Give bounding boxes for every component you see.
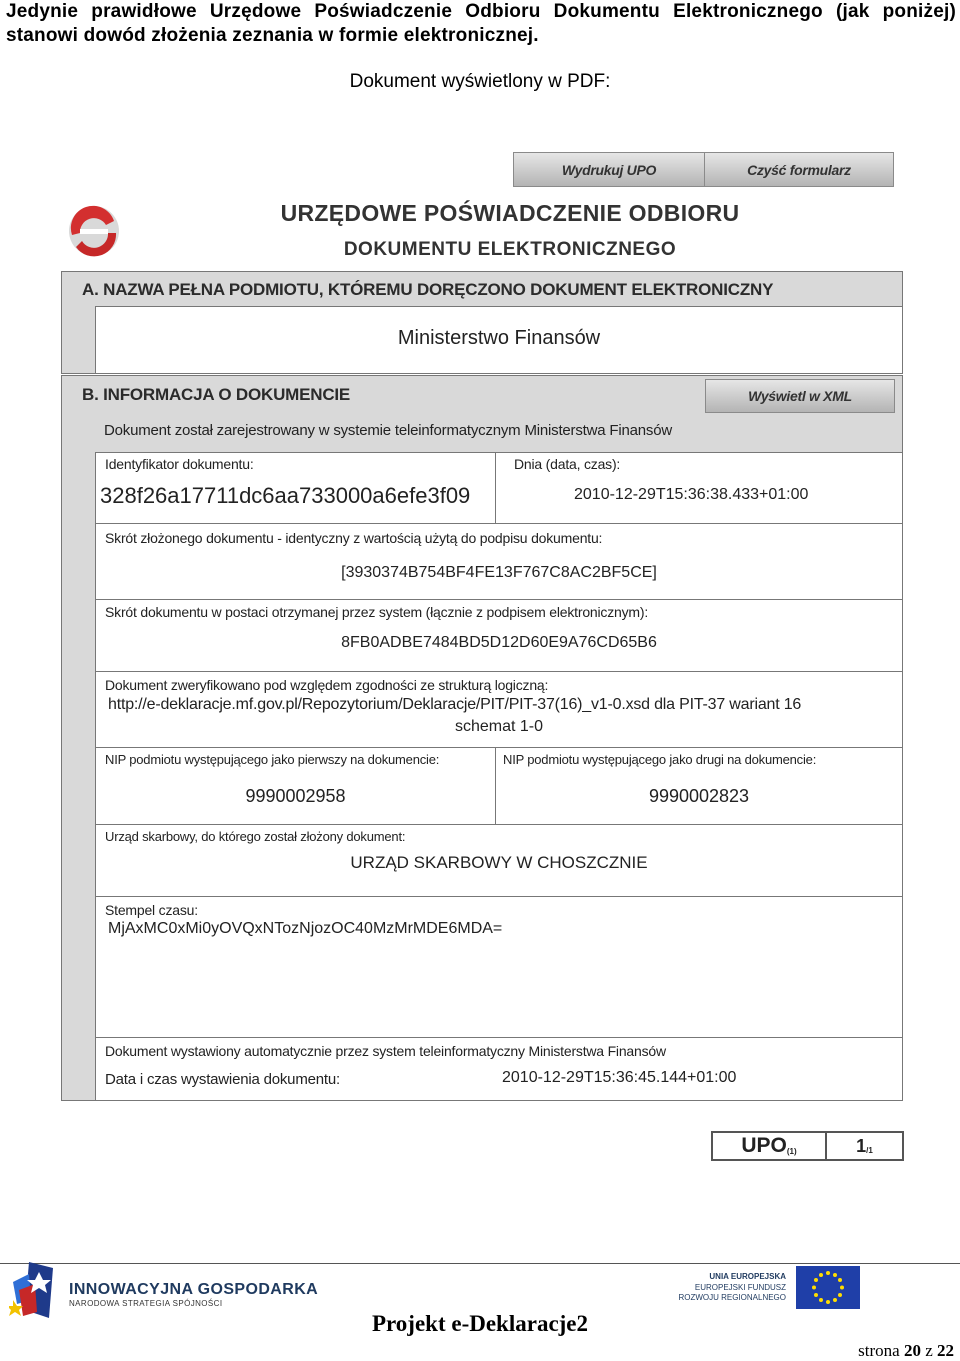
upo-badge [711, 1131, 827, 1161]
eu-flag-icon [796, 1266, 860, 1309]
section-a [61, 271, 903, 374]
ministry-logo-icon [66, 203, 122, 259]
show-xml-button[interactable]: Wyświetl w XML [705, 379, 895, 413]
identifier-value: 328f26a17711dc6aa733000a6efe3f09 [100, 483, 471, 508]
nip2-value: 9990002823 [648, 786, 750, 806]
hash2-value: 8FB0ADBE7484BD5D12D60E9A76CD65B6 [341, 634, 657, 651]
date-label: Dnia (data, czas): [514, 456, 621, 472]
issued-label: Data i czas wystawienia dokumentu: [105, 1071, 340, 1088]
eu-text-line2: EUROPEJSKI FUNDUSZ [694, 1283, 786, 1292]
section-a-value-box [95, 306, 903, 374]
section-b [61, 375, 903, 1101]
tax-office-value: URZĄD SKARBOWY W CHOSZCZNIE [350, 853, 648, 872]
verification-box [95, 671, 903, 748]
upo-badge-label-sub: (1) [786, 1146, 797, 1156]
page-current: 20 [903, 1341, 921, 1360]
recipient-name: Ministerstwo Finansów [397, 327, 601, 349]
nip2-box [495, 747, 903, 825]
tax-office-box [95, 824, 903, 897]
identifier-label: Identyfikator dokumentu: [105, 456, 254, 472]
registered-note: Dokument został zarejestrowany w systemie teleinformatycznym Ministerstwa Finansów [104, 422, 672, 439]
page-total: 22 [937, 1341, 954, 1360]
timestamp-label: Stempel czasu: [105, 902, 198, 918]
clear-form-button[interactable]: Czyść formularz [704, 152, 894, 187]
hash1-value: [3930374B754BF4FE13F767C8AC2BF5CE] [341, 564, 657, 581]
page-separator: z [925, 1341, 933, 1360]
innowacyjna-gospodarka-subtitle: NARODOWA STRATEGIA SPÓJNOŚCI [69, 1299, 223, 1308]
upo-page-badge [825, 1131, 904, 1161]
verification-schema-version: schemat 1-0 [454, 718, 544, 735]
hash2-label: Skrót dokumentu w postaci otrzymanej przez system (łącznie z podpisem elektronicznym): [105, 604, 649, 620]
verification-label: Dokument zweryfikowano pod względem zgodności ze strukturą logiczną: [105, 677, 549, 693]
tax-office-label: Urząd skarbowy, do którego został złożony dokument: [105, 829, 406, 844]
nip2-label: NIP podmiotu występującego jako drugi na dokumencie: [503, 752, 817, 767]
hash1-label: Skrót złożonego dokumentu - identyczny z wartością użytą do podpisu dokumentu: [105, 530, 603, 546]
timestamp-box [95, 896, 903, 1038]
issued-note: Dokument wystawiony automatycznie przez system teleinformatyczny Ministerstwa Finansów [105, 1043, 666, 1059]
print-upo-button[interactable]: Wydrukuj UPO [513, 152, 705, 187]
page-prefix: strona [858, 1341, 900, 1360]
nip1-box [95, 747, 496, 825]
innowacyjna-gospodarka-title: INNOWACYJNA GOSPODARKA [69, 1281, 319, 1298]
issued-value: 2010-12-29T15:36:45.144+01:00 [502, 1069, 737, 1086]
footer-divider [0, 1263, 960, 1264]
verification-schema-url: http://e-deklaracje.mf.gov.pl/Repozytorium/Deklaracje/PIT/PIT-37(16)_v1-0.xsd dla PIT-37 wariant 16 [108, 696, 802, 713]
page-number [858, 1341, 954, 1361]
upo-page-total: /1 [866, 1145, 873, 1155]
section-a-heading: A. NAZWA PEŁNA PODMIOTU, KTÓREMU DORĘCZONO DOKUMENT ELEKTRONICZNY [82, 280, 774, 299]
intro-paragraph: Jedynie prawidłowe Urzędowe Poświadczenie Odbioru Dokumentu Elektronicznego (jak poniżej) stanowi dowód złożenia zeznania w formie elektronicznej. [6, 1, 956, 46]
identifier-box [95, 452, 496, 524]
date-value: 2010-12-29T15:36:38.433+01:00 [574, 486, 809, 503]
issued-box [95, 1037, 903, 1101]
date-box [495, 452, 903, 524]
nip1-label: NIP podmiotu występującego jako pierwszy na dokumencie: [105, 752, 440, 767]
upo-title-line1: URZĘDOWE POŚWIADCZENIE ODBIORU [280, 200, 740, 226]
project-name: Projekt e-Deklaracje2 [371, 1311, 589, 1336]
eu-text-line1: UNIA EUROPEJSKA [709, 1272, 786, 1281]
section-b-heading: B. INFORMACJA O DOKUMENCIE [82, 385, 351, 404]
nip1-value: 9990002958 [245, 786, 346, 806]
timestamp-value: MjAxMC0xMi0yOVQxNTozNjozOC40MzMrMDE6MDA= [108, 920, 503, 937]
upo-page-number: 1 [856, 1135, 867, 1156]
upo-badge-label: UPO [741, 1134, 787, 1157]
pdf-caption: Dokument wyświetlony w PDF: [349, 71, 611, 92]
upo-title-line2: DOKUMENTU ELEKTRONICZNEGO [343, 239, 677, 260]
hash2-box [95, 599, 903, 672]
hash1-box [95, 523, 903, 600]
eu-text-line3: ROZWOJU REGIONALNEGO [678, 1293, 786, 1302]
